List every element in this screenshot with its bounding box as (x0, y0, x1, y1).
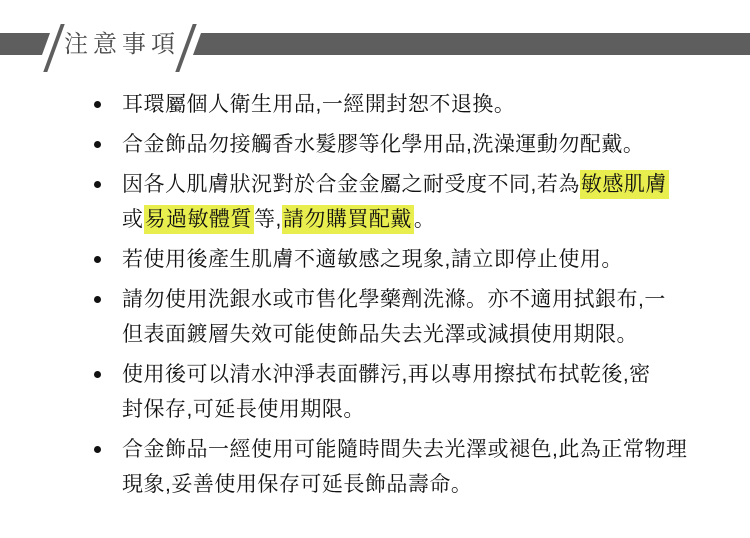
notice-list (94, 87, 734, 507)
page-title: 注意事項 (64, 31, 180, 58)
notice-text (122, 87, 515, 122)
bullet-dot-icon (94, 371, 101, 378)
text-run: 耳環屬個人衛生用品,一經開封恕不退換。 (122, 93, 516, 116)
notice-text (122, 242, 623, 277)
notice-item (94, 242, 734, 277)
notice-item (94, 357, 734, 427)
highlight-text: 易過敏體質 (144, 205, 255, 234)
notice-item (94, 87, 734, 122)
notice-text (122, 167, 669, 237)
text-run: 因各人肌膚狀況對於合金金屬之耐受度不同,若為 (122, 173, 580, 196)
highlight-text: 請勿購買配戴 (282, 205, 414, 234)
text-run: 若使用後產生肌膚不適敏感之現象,請立即停止使用。 (122, 248, 623, 271)
text-run: 但表面鍍層失效可能使飾品失去光澤或減損使用期限。 (122, 323, 638, 346)
notice-text (122, 127, 644, 162)
header-right-bar (193, 33, 750, 55)
notice-text (122, 282, 666, 352)
notice-item (94, 432, 734, 502)
text-run: 合金飾品一經使用可能隨時間失去光澤或褪色,此為正常物理 (122, 438, 688, 461)
notice-item (94, 127, 734, 162)
text-run: 或 (122, 208, 144, 231)
notice-text (122, 432, 687, 502)
notice-item (94, 167, 734, 237)
header-left-slash-icon (43, 24, 64, 72)
bullet-dot-icon (94, 181, 101, 188)
text-run: 現象,妥善使用保存可延長飾品壽命。 (122, 473, 473, 496)
bullet-dot-icon (94, 446, 101, 453)
text-run: 封保存,可延長使用期限。 (122, 398, 365, 421)
header-left-bar (0, 33, 50, 55)
text-run: 合金飾品勿接觸香水髮膠等化學用品,洗澡運動勿配戴。 (122, 133, 645, 156)
bullet-dot-icon (94, 141, 101, 148)
text-run: 請勿使用洗銀水或市售化學藥劑洗滌。亦不適用拭銀布,一 (122, 288, 666, 311)
highlight-text: 敏感肌膚 (580, 170, 669, 199)
notice-item (94, 282, 734, 352)
bullet-dot-icon (94, 101, 101, 108)
text-run: 等, (254, 208, 282, 231)
bullet-dot-icon (94, 256, 101, 263)
text-run: 使用後可以清水沖淨表面髒污,再以專用擦拭布拭乾後,密 (122, 363, 651, 386)
bullet-dot-icon (94, 296, 101, 303)
text-run: 。 (413, 208, 436, 231)
notice-text (122, 357, 651, 427)
